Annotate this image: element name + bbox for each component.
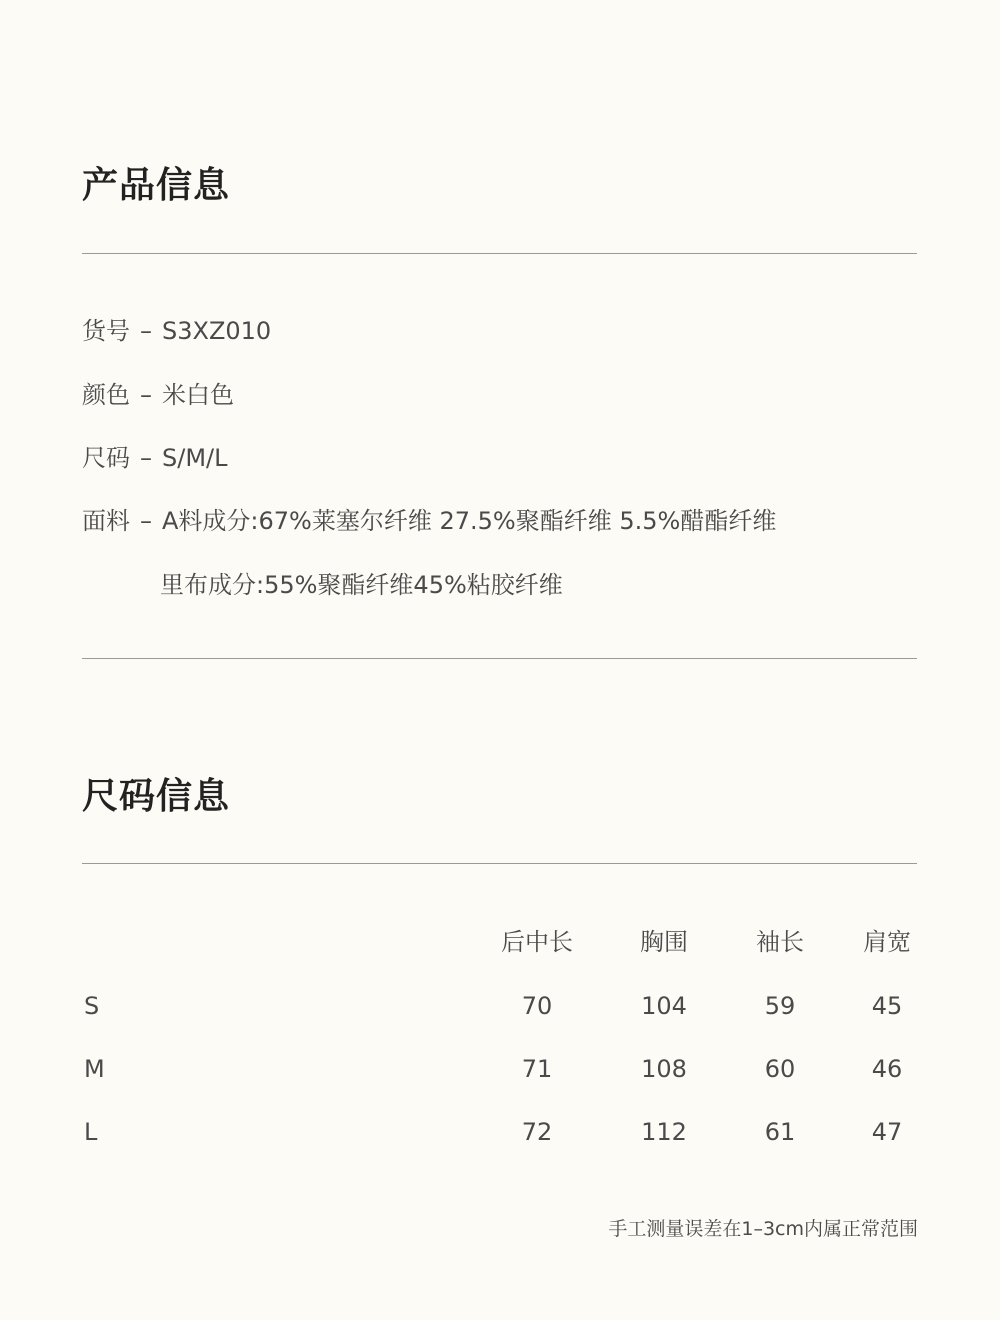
table-cell: 45 xyxy=(871,992,903,1020)
column-header-chest: 胸围 xyxy=(640,928,688,956)
separator: – xyxy=(140,444,152,472)
table-cell: 60 xyxy=(764,1055,796,1083)
table-cell: 104 xyxy=(641,992,687,1020)
item-number-label: 货号 xyxy=(82,317,130,345)
table-cell: 46 xyxy=(871,1055,903,1083)
fabric-value: A料成分:67%莱塞尔纤维 27.5%聚酯纤维 5.5%醋酯纤维 xyxy=(162,507,777,535)
table-cell: 71 xyxy=(521,1055,553,1083)
table-cell: 61 xyxy=(764,1118,796,1146)
color-line xyxy=(82,383,234,407)
lining-value: 里布成分:55%聚酯纤维45%粘胶纤维 xyxy=(160,571,563,599)
table-cell: 108 xyxy=(641,1055,687,1083)
divider xyxy=(82,253,917,254)
size-info-title: 尺码信息 xyxy=(82,776,231,817)
divider xyxy=(82,863,917,864)
measurement-note: 手工测量误差在1–3cm内属正常范围 xyxy=(608,1218,918,1240)
color-label: 颜色 xyxy=(82,381,130,409)
table-cell: 112 xyxy=(641,1118,687,1146)
size-label: 尺码 xyxy=(82,444,130,472)
fabric-line xyxy=(82,509,776,533)
column-header-shoulder-width: 肩宽 xyxy=(863,928,911,956)
separator: – xyxy=(140,381,152,409)
color-value: 米白色 xyxy=(162,381,234,409)
separator: – xyxy=(140,507,152,535)
fabric-label: 面料 xyxy=(82,507,130,535)
item-number-value: S3XZ010 xyxy=(162,317,272,345)
row-size-label: M xyxy=(84,1055,105,1083)
table-cell: 59 xyxy=(764,992,796,1020)
column-header-back-length: 后中长 xyxy=(501,928,573,956)
row-size-label: S xyxy=(84,992,100,1020)
size-value: S/M/L xyxy=(162,444,228,472)
table-cell: 72 xyxy=(521,1118,553,1146)
column-header-sleeve-length: 袖长 xyxy=(756,928,804,956)
item-number-line xyxy=(82,319,271,343)
separator: – xyxy=(140,317,152,345)
divider xyxy=(82,658,917,659)
product-info-title: 产品信息 xyxy=(82,165,231,206)
size-line xyxy=(82,446,227,470)
lining-line xyxy=(160,573,563,597)
row-size-label: L xyxy=(84,1118,98,1146)
table-cell: 70 xyxy=(521,992,553,1020)
table-cell: 47 xyxy=(871,1118,903,1146)
